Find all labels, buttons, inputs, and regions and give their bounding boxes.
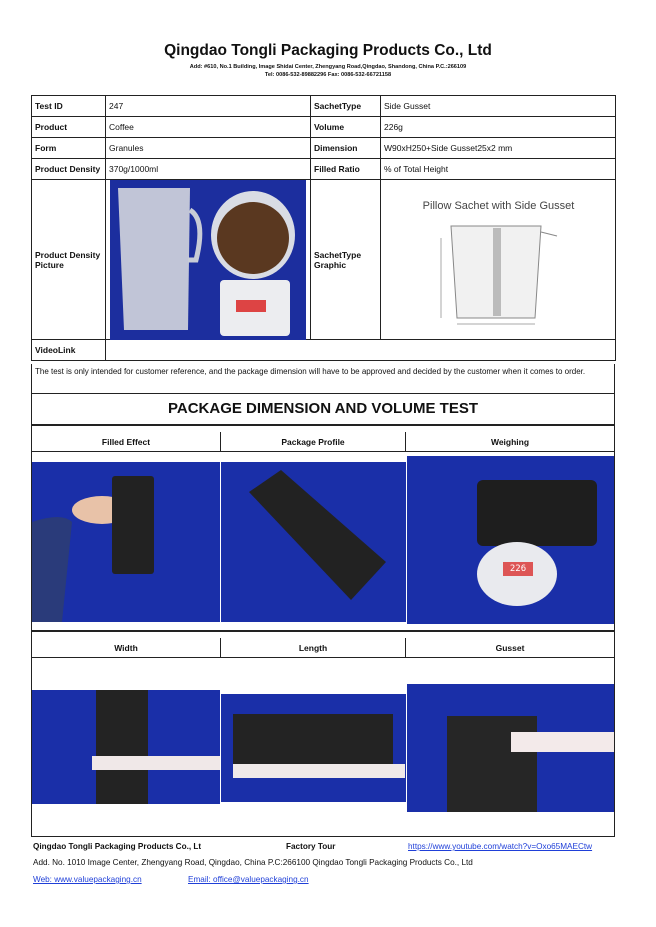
- phone-line: Tel: 0086-532-89882296 Fax: 0086-532-66721158: [264, 72, 392, 78]
- photo-heading-gusset: Gusset: [406, 638, 614, 658]
- length-image: [221, 694, 406, 802]
- photo-grid-row-1: [31, 425, 615, 631]
- density-photo-image: [110, 180, 306, 340]
- videolink-label: VideoLink: [32, 340, 106, 361]
- footer-factory-tour: Factory Tour: [286, 842, 336, 851]
- width-image: [32, 690, 220, 804]
- test-id-value: 247: [106, 96, 311, 117]
- photo-heading-length: Length: [221, 638, 406, 658]
- form-label: Form: [32, 138, 106, 159]
- footer-company: Qingdao Tongli Packaging Products Co., Lt: [33, 842, 202, 851]
- videolink-value: [106, 340, 616, 361]
- filled-ratio-value: % of Total Height: [381, 159, 616, 180]
- sachet-graphic: [381, 180, 616, 340]
- filled-ratio-label: Filled Ratio: [311, 159, 381, 180]
- weighing-photo: [407, 456, 614, 624]
- density-label: Product Density: [32, 159, 106, 180]
- form-value: Granules: [106, 138, 311, 159]
- address-line: Add: #610, No.1 Building, Image Shidai Center, Zhengyang Road,Qingdao, Shandong, China P.C.:266109: [189, 64, 467, 70]
- sachet-graphic-label: SachetType Graphic: [311, 180, 381, 340]
- length-photo: [221, 694, 406, 802]
- volume-value: 226g: [381, 117, 616, 138]
- graphic-title: Pillow Sachet with Side Gusset: [422, 200, 575, 212]
- test-id-label: Test ID: [32, 96, 106, 117]
- sachet-type-label: SachetType: [311, 96, 381, 117]
- gusset-image: [407, 684, 614, 812]
- gusset-photo: [407, 684, 614, 812]
- disclaimer-note: The test is only intended for customer reference, and the package dimension will have to be approved and decided by the customer when it comes to order.: [31, 364, 615, 394]
- filled-effect-image: [32, 462, 220, 622]
- density-picture: [106, 180, 311, 340]
- youtube-link[interactable]: https://www.youtube.com/watch?v=Oxo65MAECtw: [408, 842, 593, 851]
- email-link[interactable]: Email: office@valuepackaging.cn: [188, 875, 309, 884]
- scale-display: 226: [509, 564, 527, 574]
- width-photo: [32, 690, 220, 804]
- filled-effect-photo: [32, 462, 220, 622]
- web-link[interactable]: Web: www.valuepackaging.cn: [33, 875, 142, 884]
- product-label: Product: [32, 117, 106, 138]
- section-title: PACKAGE DIMENSION AND VOLUME TEST: [31, 394, 615, 425]
- photo-heading-filled-effect: Filled Effect: [32, 432, 221, 452]
- photo-grid-row-2: [31, 631, 615, 837]
- company-address: [0, 63, 656, 79]
- weighing-image: [407, 456, 614, 624]
- sachet-type-value: Side Gusset: [381, 96, 616, 117]
- photo-heading-package-profile: Package Profile: [221, 432, 406, 452]
- density-picture-label: Product Density Picture: [32, 180, 106, 340]
- package-profile-image: [221, 462, 406, 622]
- density-value: 370g/1000ml: [106, 159, 311, 180]
- dimension-value: W90xH250+Side Gusset25x2 mm: [381, 138, 616, 159]
- spec-table: [31, 95, 616, 361]
- photo-heading-weighing: Weighing: [406, 432, 614, 452]
- footer-address: Add. No. 1010 Image Center, Zhengyang Road, Qingdao, China P.C:266100 Qingdao Tongli Packaging Products Co., Ltd: [33, 858, 473, 867]
- volume-label: Volume: [311, 117, 381, 138]
- product-value: Coffee: [106, 117, 311, 138]
- package-profile-photo: [221, 462, 406, 622]
- sachet-drawing: [431, 218, 571, 328]
- dimension-label: Dimension: [311, 138, 381, 159]
- photo-heading-width: Width: [32, 638, 221, 658]
- company-title: Qingdao Tongli Packaging Products Co., Ltd: [164, 42, 492, 59]
